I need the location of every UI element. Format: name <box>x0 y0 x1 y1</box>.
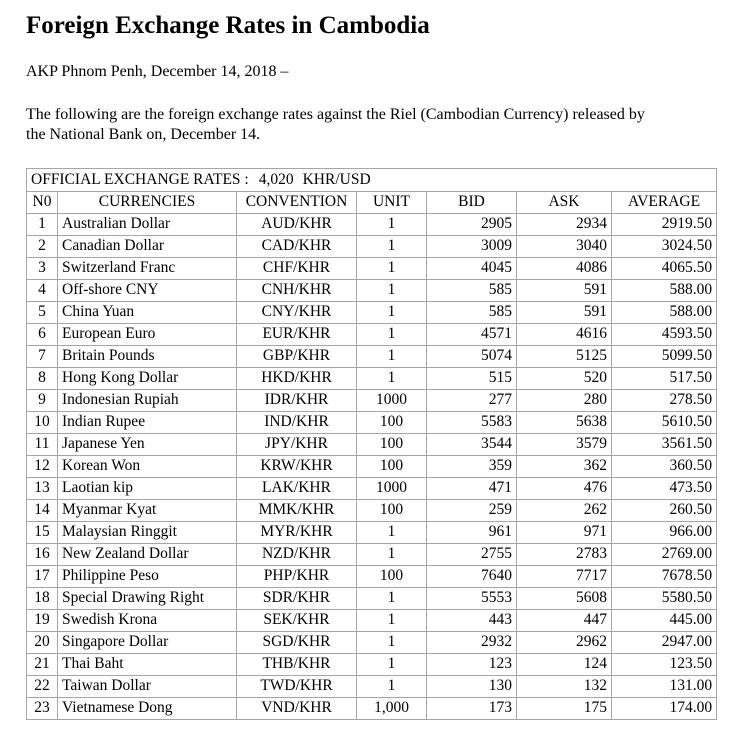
intro-line-1: The following are the foreign exchange rates against the Riel (Cambodian Currency) released by <box>26 106 645 123</box>
cell-currency: Hong Kong Dollar <box>58 367 237 389</box>
cell-unit: 1 <box>357 301 427 323</box>
cell-ask: 971 <box>517 521 612 543</box>
cell-unit: 1 <box>357 631 427 653</box>
cell-currency: Vietnamese Dong <box>58 697 237 719</box>
cell-no: 10 <box>27 411 58 433</box>
cell-no: 3 <box>27 257 58 279</box>
table-row <box>27 257 717 279</box>
cell-average: 3024.50 <box>612 235 717 257</box>
cell-no: 7 <box>27 345 58 367</box>
cell-convention: VND/KHR <box>237 697 357 719</box>
cell-bid: 2932 <box>427 631 517 653</box>
table-row <box>27 653 717 675</box>
cell-average: 966.00 <box>612 521 717 543</box>
cell-convention: CNH/KHR <box>237 279 357 301</box>
cell-convention: EUR/KHR <box>237 323 357 345</box>
cell-average: 588.00 <box>612 301 717 323</box>
table-row <box>27 477 717 499</box>
cell-ask: 4086 <box>517 257 612 279</box>
cell-convention: LAK/KHR <box>237 477 357 499</box>
cell-bid: 4571 <box>427 323 517 345</box>
column-header-currencies: CURRENCIES <box>58 191 237 213</box>
table-row <box>27 543 717 565</box>
cell-currency: New Zealand Dollar <box>58 543 237 565</box>
cell-convention: SDR/KHR <box>237 587 357 609</box>
cell-ask: 124 <box>517 653 612 675</box>
cell-no: 2 <box>27 235 58 257</box>
cell-ask: 520 <box>517 367 612 389</box>
cell-bid: 259 <box>427 499 517 521</box>
cell-unit: 100 <box>357 433 427 455</box>
cell-ask: 5638 <box>517 411 612 433</box>
cell-no: 8 <box>27 367 58 389</box>
cell-ask: 591 <box>517 301 612 323</box>
cell-no: 1 <box>27 213 58 235</box>
cell-unit: 1 <box>357 367 427 389</box>
cell-ask: 4616 <box>517 323 612 345</box>
cell-convention: NZD/KHR <box>237 543 357 565</box>
column-header-row <box>27 191 717 213</box>
cell-average: 278.50 <box>612 389 717 411</box>
cell-bid: 585 <box>427 301 517 323</box>
cell-no: 15 <box>27 521 58 543</box>
cell-no: 17 <box>27 565 58 587</box>
cell-ask: 447 <box>517 609 612 631</box>
cell-currency: Indonesian Rupiah <box>58 389 237 411</box>
column-header-bid: BID <box>427 191 517 213</box>
cell-average: 5610.50 <box>612 411 717 433</box>
cell-ask: 476 <box>517 477 612 499</box>
cell-unit: 100 <box>357 565 427 587</box>
cell-unit: 1 <box>357 609 427 631</box>
column-header-average: AVERAGE <box>612 191 717 213</box>
cell-currency: European Euro <box>58 323 237 345</box>
intro-line-2: the National Bank on, December 14. <box>26 126 261 144</box>
cell-convention: SGD/KHR <box>237 631 357 653</box>
cell-average: 445.00 <box>612 609 717 631</box>
cell-convention: MYR/KHR <box>237 521 357 543</box>
page-title: Foreign Exchange Rates in Cambodia <box>26 12 430 39</box>
cell-unit: 1000 <box>357 477 427 499</box>
cell-average: 517.50 <box>612 367 717 389</box>
cell-ask: 5125 <box>517 345 612 367</box>
cell-bid: 3544 <box>427 433 517 455</box>
cell-unit: 1 <box>357 653 427 675</box>
cell-convention: SEK/KHR <box>237 609 357 631</box>
cell-bid: 5553 <box>427 587 517 609</box>
cell-bid: 2905 <box>427 213 517 235</box>
cell-average: 2769.00 <box>612 543 717 565</box>
cell-average: 4065.50 <box>612 257 717 279</box>
cell-convention: JPY/KHR <box>237 433 357 455</box>
column-header-unit: UNIT <box>357 191 427 213</box>
cell-average: 588.00 <box>612 279 717 301</box>
cell-bid: 4045 <box>427 257 517 279</box>
cell-bid: 2755 <box>427 543 517 565</box>
intro-paragraph <box>26 105 726 146</box>
table-row <box>27 587 717 609</box>
table-row <box>27 697 717 719</box>
rates-table-body <box>27 213 717 719</box>
table-row <box>27 675 717 697</box>
cell-currency: Philippine Peso <box>58 565 237 587</box>
cell-average: 3561.50 <box>612 433 717 455</box>
exchange-rates-table <box>26 168 717 720</box>
cell-currency: Swedish Krona <box>58 609 237 631</box>
cell-currency: Myanmar Kyat <box>58 499 237 521</box>
cell-no: 12 <box>27 455 58 477</box>
table-row <box>27 433 717 455</box>
cell-convention: CAD/KHR <box>237 235 357 257</box>
cell-unit: 1 <box>357 323 427 345</box>
cell-ask: 2783 <box>517 543 612 565</box>
cell-ask: 2934 <box>517 213 612 235</box>
cell-bid: 3009 <box>427 235 517 257</box>
cell-currency: Thai Baht <box>58 653 237 675</box>
cell-convention: GBP/KHR <box>237 345 357 367</box>
cell-convention: KRW/KHR <box>237 455 357 477</box>
cell-bid: 585 <box>427 279 517 301</box>
cell-currency: Japanese Yen <box>58 433 237 455</box>
cell-average: 473.50 <box>612 477 717 499</box>
table-row <box>27 499 717 521</box>
cell-ask: 175 <box>517 697 612 719</box>
cell-unit: 1000 <box>357 389 427 411</box>
cell-currency: Taiwan Dollar <box>58 675 237 697</box>
cell-ask: 280 <box>517 389 612 411</box>
cell-bid: 5074 <box>427 345 517 367</box>
official-rate-cell <box>27 168 717 191</box>
cell-bid: 5583 <box>427 411 517 433</box>
cell-no: 6 <box>27 323 58 345</box>
cell-convention: HKD/KHR <box>237 367 357 389</box>
cell-bid: 173 <box>427 697 517 719</box>
cell-currency: Singapore Dollar <box>58 631 237 653</box>
cell-convention: THB/KHR <box>237 653 357 675</box>
cell-unit: 100 <box>357 499 427 521</box>
table-row <box>27 235 717 257</box>
cell-ask: 7717 <box>517 565 612 587</box>
cell-unit: 100 <box>357 411 427 433</box>
cell-unit: 1 <box>357 521 427 543</box>
cell-ask: 362 <box>517 455 612 477</box>
cell-average: 2919.50 <box>612 213 717 235</box>
column-header-convention: CONVENTION <box>237 191 357 213</box>
table-row <box>27 631 717 653</box>
table-row <box>27 389 717 411</box>
cell-currency: Canadian Dollar <box>58 235 237 257</box>
cell-bid: 277 <box>427 389 517 411</box>
cell-convention: MMK/KHR <box>237 499 357 521</box>
cell-convention: IND/KHR <box>237 411 357 433</box>
table-row <box>27 323 717 345</box>
byline: AKP Phnom Penh, December 14, 2018 – <box>26 63 289 80</box>
cell-currency: Laotian kip <box>58 477 237 499</box>
cell-no: 5 <box>27 301 58 323</box>
cell-unit: 1 <box>357 213 427 235</box>
cell-no: 4 <box>27 279 58 301</box>
cell-bid: 130 <box>427 675 517 697</box>
cell-bid: 961 <box>427 521 517 543</box>
cell-no: 11 <box>27 433 58 455</box>
cell-unit: 1 <box>357 257 427 279</box>
table-row <box>27 455 717 477</box>
cell-bid: 471 <box>427 477 517 499</box>
cell-currency: Special Drawing Right <box>58 587 237 609</box>
cell-ask: 132 <box>517 675 612 697</box>
cell-bid: 443 <box>427 609 517 631</box>
cell-no: 21 <box>27 653 58 675</box>
cell-average: 260.50 <box>612 499 717 521</box>
cell-unit: 1 <box>357 235 427 257</box>
table-row <box>27 521 717 543</box>
table-row <box>27 213 717 235</box>
cell-convention: IDR/KHR <box>237 389 357 411</box>
cell-no: 13 <box>27 477 58 499</box>
table-row <box>27 301 717 323</box>
cell-currency: Malaysian Ringgit <box>58 521 237 543</box>
cell-convention: AUD/KHR <box>237 213 357 235</box>
cell-average: 5580.50 <box>612 587 717 609</box>
cell-average: 131.00 <box>612 675 717 697</box>
cell-no: 16 <box>27 543 58 565</box>
cell-unit: 1 <box>357 345 427 367</box>
cell-ask: 262 <box>517 499 612 521</box>
cell-average: 7678.50 <box>612 565 717 587</box>
cell-no: 14 <box>27 499 58 521</box>
table-row <box>27 367 717 389</box>
cell-no: 9 <box>27 389 58 411</box>
cell-average: 4593.50 <box>612 323 717 345</box>
cell-no: 20 <box>27 631 58 653</box>
table-row <box>27 609 717 631</box>
cell-convention: TWD/KHR <box>237 675 357 697</box>
cell-currency: Korean Won <box>58 455 237 477</box>
column-header-ask: ASK <box>517 191 612 213</box>
cell-bid: 359 <box>427 455 517 477</box>
cell-ask: 3579 <box>517 433 612 455</box>
cell-currency: Britain Pounds <box>58 345 237 367</box>
cell-unit: 1 <box>357 543 427 565</box>
official-rate-value: 4,020 <box>258 170 294 188</box>
cell-average: 5099.50 <box>612 345 717 367</box>
cell-bid: 7640 <box>427 565 517 587</box>
cell-average: 360.50 <box>612 455 717 477</box>
cell-unit: 1 <box>357 587 427 609</box>
cell-ask: 591 <box>517 279 612 301</box>
cell-convention: CHF/KHR <box>237 257 357 279</box>
table-row <box>27 279 717 301</box>
cell-unit: 1 <box>357 675 427 697</box>
cell-no: 22 <box>27 675 58 697</box>
cell-ask: 5608 <box>517 587 612 609</box>
cell-currency: Australian Dollar <box>58 213 237 235</box>
table-row <box>27 411 717 433</box>
cell-bid: 515 <box>427 367 517 389</box>
cell-unit: 1 <box>357 279 427 301</box>
table-row <box>27 565 717 587</box>
cell-unit: 1,000 <box>357 697 427 719</box>
cell-average: 123.50 <box>612 653 717 675</box>
cell-currency: Off-shore CNY <box>58 279 237 301</box>
cell-convention: PHP/KHR <box>237 565 357 587</box>
official-rate-pair: KHR/USD <box>302 170 371 188</box>
cell-average: 174.00 <box>612 697 717 719</box>
cell-no: 19 <box>27 609 58 631</box>
official-rate-row <box>27 168 717 191</box>
table-row <box>27 345 717 367</box>
cell-ask: 2962 <box>517 631 612 653</box>
cell-bid: 123 <box>427 653 517 675</box>
column-header-no: N0 <box>27 191 58 213</box>
cell-currency: Indian Rupee <box>58 411 237 433</box>
cell-unit: 100 <box>357 455 427 477</box>
cell-average: 2947.00 <box>612 631 717 653</box>
cell-no: 23 <box>27 697 58 719</box>
cell-ask: 3040 <box>517 235 612 257</box>
cell-currency: Switzerland Franc <box>58 257 237 279</box>
cell-convention: CNY/KHR <box>237 301 357 323</box>
cell-no: 18 <box>27 587 58 609</box>
cell-currency: China Yuan <box>58 301 237 323</box>
official-rate-label: OFFICIAL EXCHANGE RATES : <box>31 170 249 188</box>
